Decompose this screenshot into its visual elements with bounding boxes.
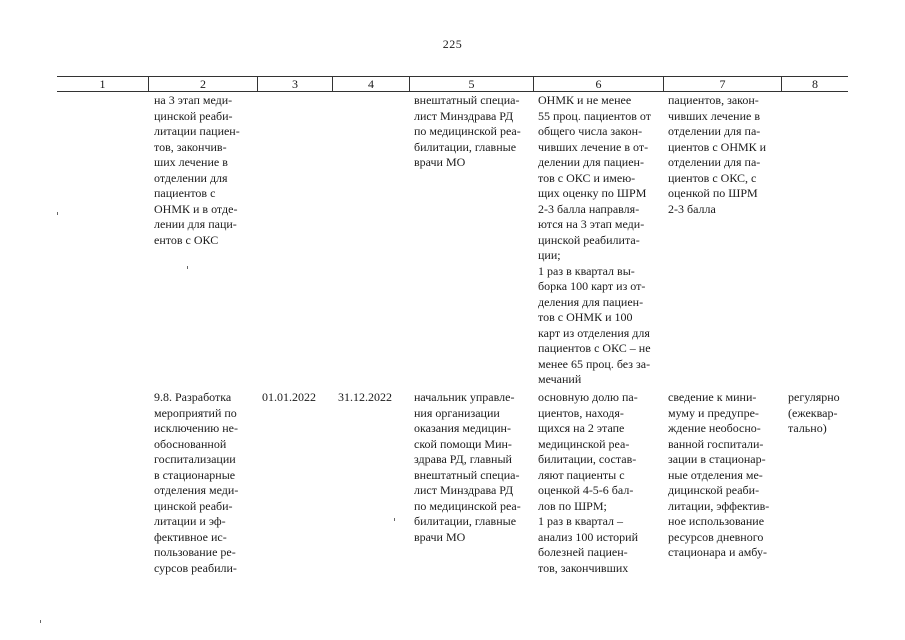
row2-result-text: сведение к мини- муму и предупре- ждение необосно- ванной госпитали- зации в стационар- ные отделения ме- дицинской реаби- литации, эффектив- ное использование ресурсов дневного стационара и амбу- <box>668 390 770 559</box>
page-number: 225 <box>442 37 463 51</box>
header-cell-4: 4 <box>368 77 374 91</box>
row1-responsible-text: внештатный специа- лист Минздрава РД по медицинской реа- билитации, главные врачи МО <box>414 93 521 169</box>
row2-indicator-text: основную долю па- циентов, находя- щихся на 2 этапе медицинской реа- билитации, состав- ляют пациенты с оценкой 4-5-6 бал- лов по ШРМ; 1 раз в квартал – анализ 100 историй болезней пациен- тов, закончивших <box>538 390 639 575</box>
scan-mark <box>187 266 188 269</box>
row1-indicator-text: ОНМК и не менее 55 проц. пациентов от общего числа закон- чивших лечение в от- делении для пациен- тов с ОКС и имею- щих оценку по ШРМ 2-3 балла направля- ются на 3 этап меди- цинской реабилита- ции; 1 раз в квартал вы- борка 100 карт из от- деления для пациен- тов с ОНМК и 100 карт из отделения для пациентов с ОКС – не менее 65 проц. без за- мечаний <box>538 93 652 386</box>
row2-start-date: 01.01.2022 <box>262 390 316 404</box>
header-cell-6: 6 <box>595 77 602 91</box>
row1-result-text: пациентов, закон- чивших лечение в отделении для па- циентов с ОНМК и отделении для па- циентов с ОКС, с оценкой по ШРМ 2-3 балла <box>668 93 767 216</box>
row2-periodicity-text: регулярно (ежеквар- тально) <box>788 390 840 435</box>
header-cell-1: 1 <box>99 77 106 91</box>
scan-mark <box>40 620 41 623</box>
header-cell-8: 8 <box>812 77 818 91</box>
scan-mark <box>57 212 58 215</box>
header-cell-2: 2 <box>200 77 206 91</box>
row2-responsible-text: начальник управле- ния организации оказания медицин- ской помощи Мин- здрава РД, главный внештатный специа- лист Минздрава РД по медицинской реа- билитации, главные врачи МО <box>414 390 521 544</box>
row2-measure-text: 9.8. Разработка мероприятий по исключению не- обоснованной госпитализации в стационарные отделения меди- цинской реаби- литации и эф- фективное ис- пользование ре- сурсов реабили- <box>154 390 239 575</box>
scan-mark <box>394 518 395 521</box>
row1-measure-text: на 3 этап меди- цинской реаби- литации пациен- тов, закончив- ших лечение в отделении для пациентов с ОНМК и в отде- лении для паци- ентов с ОКС <box>154 93 240 247</box>
header-bottom-border <box>57 91 848 92</box>
header-top-border <box>57 76 848 77</box>
header-cell-7: 7 <box>719 77 726 91</box>
row2-end-date: 31.12.2022 <box>338 390 392 404</box>
header-cell-3: 3 <box>292 77 298 91</box>
header-cell-5: 5 <box>468 77 475 91</box>
